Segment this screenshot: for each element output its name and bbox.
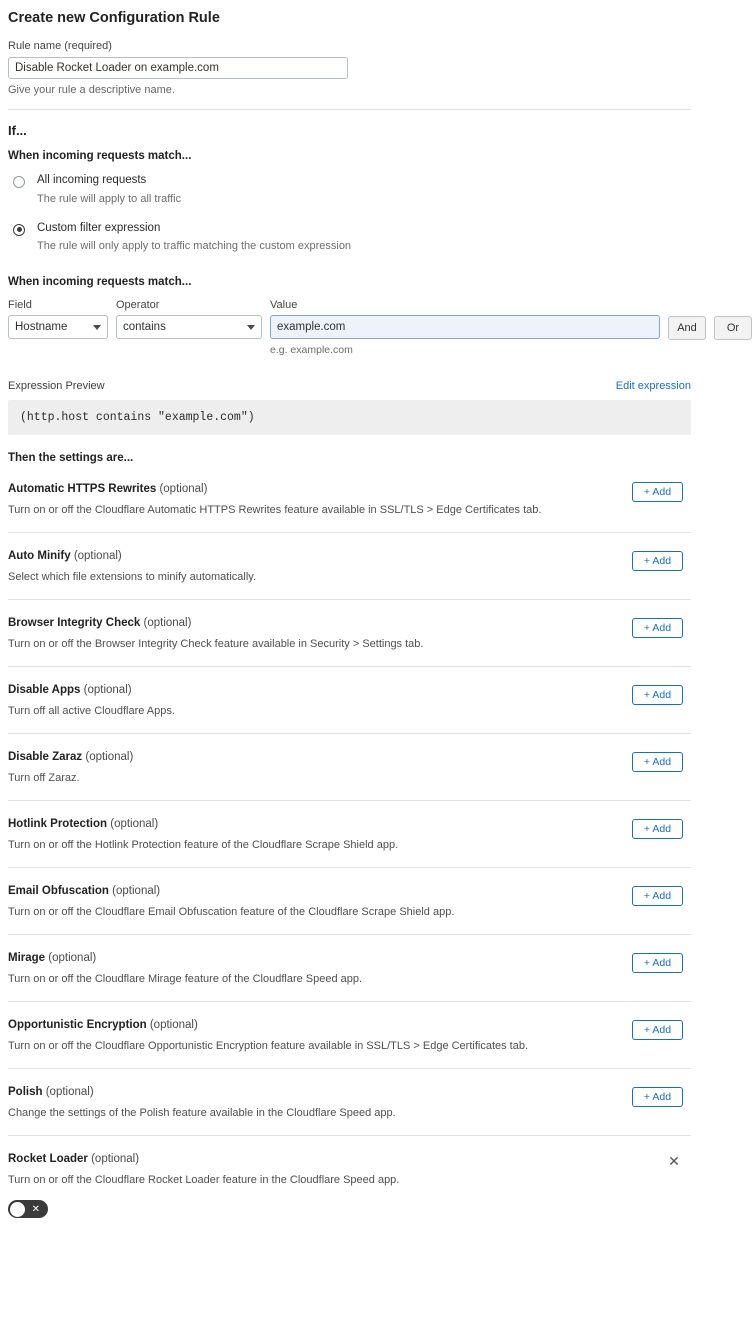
rule-name-help: Give your rule a descriptive name.: [8, 84, 175, 97]
then-settings-heading: Then the settings are...: [8, 452, 134, 465]
setting-optional: (optional): [110, 818, 159, 831]
setting-optional: (optional): [45, 1086, 94, 1099]
operator-column: [116, 299, 262, 339]
setting-optional: (optional): [112, 885, 161, 898]
setting-title: [8, 617, 691, 629]
setting-optional: (optional): [83, 684, 132, 697]
filter-builder-row: [8, 299, 740, 357]
add-button[interactable]: + Add: [632, 1087, 683, 1107]
setting-description: Turn on or off the Cloudflare Opportunistic Encryption feature available in SSL/TLS > Edge Certificates tab.: [8, 1040, 529, 1053]
page-title: Create new Configuration Rule: [8, 10, 220, 26]
setting-name: Disable Zaraz: [8, 751, 83, 764]
configuration-rule-form: [0, 8, 740, 1234]
value-label: Value: [270, 299, 298, 312]
setting-optional: (optional): [159, 483, 208, 496]
and-button-wrap: [668, 299, 706, 340]
toggle-off-icon: ✕: [31, 1204, 40, 1216]
setting-description: Turn on or off the Cloudflare Rocket Loader feature in the Cloudflare Speed app.: [8, 1174, 400, 1187]
add-button[interactable]: + Add: [632, 685, 683, 705]
setting-description: Turn off all active Cloudflare Apps.: [8, 705, 175, 718]
setting-optional: (optional): [73, 550, 122, 563]
setting-description: Turn on or off the Cloudflare Automatic HTTPS Rewrites feature available in SSL/TLS > Edge Certificates tab.: [8, 504, 542, 517]
rule-name-group: [8, 40, 691, 96]
setting-description: Turn on or off the Cloudflare Mirage feature of the Cloudflare Speed app.: [8, 973, 363, 986]
radio-desc-all-requests: The rule will apply to all traffic: [37, 192, 182, 205]
setting-optional: (optional): [149, 1019, 198, 1032]
setting-row-browser-integrity-check: [8, 600, 691, 667]
setting-name: Mirage: [8, 952, 46, 965]
add-button[interactable]: + Add: [632, 618, 683, 638]
or-button-wrap: [714, 299, 752, 340]
rocket-loader-toggle[interactable]: [8, 1200, 48, 1218]
radio-option-custom-filter[interactable]: [8, 221, 691, 254]
radio-icon-custom-filter[interactable]: [13, 224, 25, 236]
setting-title: [8, 684, 691, 696]
operator-select[interactable]: [116, 315, 262, 339]
value-column: [270, 299, 660, 356]
setting-title: [8, 885, 691, 897]
setting-row-email-obfuscation: [8, 868, 691, 935]
add-button[interactable]: + Add: [632, 551, 683, 571]
setting-row-disable-apps: [8, 667, 691, 734]
setting-name: Opportunistic Encryption: [8, 1019, 147, 1032]
setting-name: Rocket Loader: [8, 1153, 88, 1166]
setting-row-polish: [8, 1069, 691, 1136]
setting-optional: (optional): [91, 1153, 140, 1166]
radio-option-all-requests[interactable]: [8, 173, 691, 206]
add-button[interactable]: + Add: [632, 482, 683, 502]
setting-title: [8, 818, 691, 830]
setting-name: Automatic HTTPS Rewrites: [8, 483, 157, 496]
setting-description: Turn off Zaraz.: [8, 772, 80, 785]
setting-row-mirage: [8, 935, 691, 1002]
field-label: Field: [8, 299, 32, 312]
setting-name: Disable Apps: [8, 684, 81, 697]
radio-label-custom-filter: Custom filter expression: [37, 221, 161, 234]
setting-row-disable-zaraz: [8, 734, 691, 801]
edit-expression-link[interactable]: Edit expression: [615, 380, 691, 393]
add-button[interactable]: + Add: [632, 886, 683, 906]
if-section-heading: If...: [8, 123, 27, 139]
setting-optional: (optional): [85, 751, 134, 764]
rule-name-input[interactable]: [8, 57, 348, 79]
or-button[interactable]: Or: [714, 316, 752, 340]
setting-title: [8, 751, 691, 763]
and-button[interactable]: And: [668, 316, 706, 340]
setting-title: [8, 1153, 691, 1165]
setting-name: Polish: [8, 1086, 43, 1099]
setting-name: Browser Integrity Check: [8, 617, 141, 630]
setting-optional: (optional): [48, 952, 97, 965]
expression-preview-code: (http.host contains "example.com"): [8, 400, 691, 435]
setting-name: Hotlink Protection: [8, 818, 108, 831]
setting-description: Select which file extensions to minify automatically.: [8, 571, 257, 584]
setting-description: Turn on or off the Cloudflare Email Obfuscation feature of the Cloudflare Scrape Shield app.: [8, 906, 455, 919]
setting-row-rocket-loader: [8, 1136, 691, 1234]
expression-preview-label: Expression Preview: [8, 380, 105, 393]
setting-row-auto-minify: [8, 533, 691, 600]
setting-description: Turn on or off the Hotlink Protection feature of the Cloudflare Scrape Shield app.: [8, 839, 399, 852]
radio-label-all-requests: All incoming requests: [37, 174, 147, 187]
close-icon[interactable]: ✕: [666, 1153, 682, 1169]
value-hint: e.g. example.com: [270, 344, 353, 357]
setting-row-hotlink-protection: [8, 801, 691, 868]
setting-optional: (optional): [143, 617, 192, 630]
if-match-subhead: When incoming requests match...: [8, 150, 192, 163]
setting-title: [8, 1019, 691, 1031]
filter-subhead: When incoming requests match...: [8, 276, 192, 289]
add-button[interactable]: + Add: [632, 752, 683, 772]
add-button[interactable]: + Add: [632, 953, 683, 973]
setting-row-automatic-https-rewrites: [8, 464, 691, 533]
add-button[interactable]: + Add: [632, 1020, 683, 1040]
field-column: [8, 299, 108, 339]
divider: [8, 109, 691, 110]
rule-name-label: Rule name (required): [8, 40, 112, 53]
value-input[interactable]: [270, 315, 660, 339]
setting-name: Email Obfuscation: [8, 885, 109, 898]
settings-list: [8, 464, 691, 1234]
setting-title: [8, 952, 691, 964]
setting-name: Auto Minify: [8, 550, 71, 563]
add-button[interactable]: + Add: [632, 819, 683, 839]
expression-header: [8, 380, 691, 392]
setting-description: Turn on or off the Browser Integrity Check feature available in Security > Settings tab.: [8, 638, 424, 651]
setting-title: [8, 483, 691, 495]
setting-title: [8, 550, 691, 562]
setting-description: Change the settings of the Polish feature available in the Cloudflare Speed app.: [8, 1107, 396, 1120]
setting-title: [8, 1086, 691, 1098]
field-select[interactable]: [8, 315, 108, 339]
radio-desc-custom-filter: The rule will only apply to traffic matching the custom expression: [37, 240, 352, 253]
operator-label: Operator: [116, 299, 160, 312]
setting-row-opportunistic-encryption: [8, 1002, 691, 1069]
radio-icon-all-requests[interactable]: [13, 176, 25, 188]
toggle-knob: [10, 1202, 25, 1217]
